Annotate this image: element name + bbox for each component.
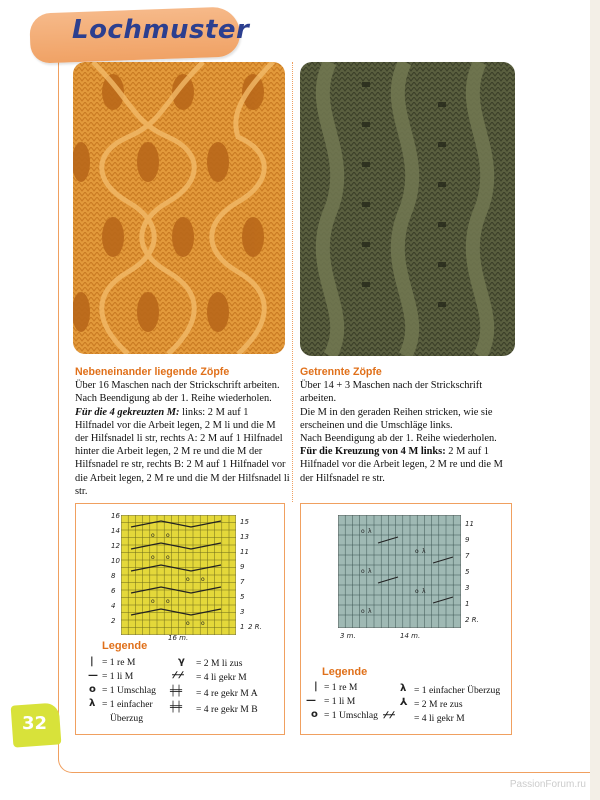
left-row-label: 2 xyxy=(111,617,116,625)
left-knitting-chart xyxy=(121,515,236,635)
left-instructions-paragraph xyxy=(75,406,290,498)
svg-text:o: o xyxy=(151,598,155,605)
left-bold-label: Für die 4 gekreuzten M: xyxy=(75,406,180,418)
legend-item: Überzug xyxy=(110,713,144,724)
left-heading: Nebeneinander liegende Zöpfe xyxy=(75,366,230,378)
left-row-label: 15 xyxy=(240,518,249,526)
svg-text:λ: λ xyxy=(368,568,372,575)
legend-item: = 1 re M xyxy=(324,682,358,693)
legend-item: = 4 re gekr M A xyxy=(196,688,258,699)
left-row-label: 8 xyxy=(111,572,116,580)
photo-orange-knit xyxy=(73,62,285,354)
svg-text:o: o xyxy=(151,532,155,539)
left-row-label: 13 xyxy=(240,533,249,541)
slip-decrease-icon: λ xyxy=(89,698,96,709)
legend-item: = 2 M li zus xyxy=(196,658,243,669)
right-instructions xyxy=(300,366,505,485)
right-row-label: 11 xyxy=(465,520,474,528)
left-legend-title: Legende xyxy=(102,640,148,652)
svg-text:o: o xyxy=(361,568,365,575)
page-edge xyxy=(590,0,600,800)
column-divider xyxy=(292,62,293,502)
left-row-label: 4 xyxy=(111,602,116,610)
left-line-1: Über 16 Maschen nach der Strickschrift arbeiten. xyxy=(75,380,280,392)
right-knitting-chart xyxy=(338,515,461,628)
legend-item: = 1 einfacher Überzug xyxy=(414,685,501,696)
right-heading: Getrennte Zöpfe xyxy=(300,366,382,378)
watermark: PassionForum.ru xyxy=(509,779,586,790)
svg-text:λ: λ xyxy=(422,588,426,595)
right-legend-title: Legende xyxy=(322,666,368,678)
left-row-label: 1 xyxy=(240,623,245,631)
page-number: 32 xyxy=(22,713,48,734)
yarn-over-icon: o xyxy=(89,684,96,695)
left-row-label: 11 xyxy=(240,548,249,556)
svg-text:o: o xyxy=(166,532,170,539)
left-row-label: 3 xyxy=(240,608,245,616)
svg-text:o: o xyxy=(201,620,205,627)
svg-text:o: o xyxy=(361,528,365,535)
legend-item: = 1 re M xyxy=(102,657,136,668)
left-row-label: 7 xyxy=(240,578,245,586)
svg-text:o: o xyxy=(186,620,190,627)
knit-two-together-icon: ⅄ xyxy=(400,697,408,708)
slip-decrease-icon: λ xyxy=(400,683,407,694)
right-row-label: 1 xyxy=(465,600,470,608)
legend-item: = 4 li gekr M xyxy=(414,713,465,724)
left-row-label: 16 xyxy=(111,512,120,520)
svg-text:o: o xyxy=(166,598,170,605)
right-width-label: 14 m. xyxy=(400,632,421,640)
yarn-over-icon: o xyxy=(311,709,318,720)
purl-stitch-icon: — xyxy=(306,695,316,706)
left-row-label: 10 xyxy=(111,557,120,565)
legend-item: = 1 li M xyxy=(102,671,134,682)
legend-item: = 1 li M xyxy=(324,696,356,707)
legend-item: = 2 M re zus xyxy=(414,699,463,710)
svg-text:λ: λ xyxy=(368,528,372,535)
left-row-label: 9 xyxy=(240,563,245,571)
svg-text:o: o xyxy=(415,548,419,555)
legend-item: = 4 li gekr M xyxy=(196,672,247,683)
photo-olive-knit xyxy=(300,62,515,356)
left-row-label: 5 xyxy=(240,593,245,601)
purl-cross-icon: ⌿⌿ xyxy=(172,670,184,681)
right-row-label: 7 xyxy=(465,552,470,560)
legend-item: = 4 re gekr M B xyxy=(196,704,258,715)
left-row-label: 12 xyxy=(111,542,120,550)
knit-stitch-icon: | xyxy=(90,656,94,667)
svg-text:λ: λ xyxy=(422,548,426,555)
cross-a-icon: ╪╪ xyxy=(170,686,183,697)
right-row-label: 2 R. xyxy=(465,616,479,624)
left-instructions xyxy=(75,366,290,498)
left-line-2: Nach Beendigung ab der 1. Reihe wiederholen. xyxy=(75,393,272,405)
left-row-label: 2 R. xyxy=(248,623,262,631)
right-line-1: Über 14 + 3 Maschen nach der Strickschrift arbeiten. xyxy=(300,380,483,405)
right-row-label: 5 xyxy=(465,568,470,576)
right-line-2: Die M in den geraden Reihen stricken, wie sie erscheinen und die Umschläge links. xyxy=(300,406,493,431)
purl-stitch-icon: — xyxy=(88,670,98,681)
purl-two-together-icon: γ xyxy=(178,656,185,667)
svg-text:o: o xyxy=(166,554,170,561)
svg-text:o: o xyxy=(201,576,205,583)
right-instructions-paragraph xyxy=(300,445,505,485)
page-title: Lochmuster xyxy=(72,15,250,45)
svg-text:o: o xyxy=(361,608,365,615)
left-row-label: 14 xyxy=(111,527,120,535)
legend-item: = 1 Umschlag xyxy=(324,710,378,721)
left-instructions-text: links: 2 M auf 1 Hilfnadel vor die Arbeit legen, 2 M li und die M der Hilfsnadel li str, rechts A: 2 M auf 1 Hilfnadel hinter die Arbeit legen, 2 M re und die M der Hilfsnadel re str, rechts B: 2 M auf 1 Hilfnadel vor die Arbeit legen, 2 M re und die M der Hilfsnadel li str. xyxy=(75,406,290,497)
right-bold-label: Für die Kreuzung von 4 M links: xyxy=(300,446,446,458)
legend-item: = 1 Umschlag xyxy=(102,685,156,696)
right-line-3: Nach Beendigung ab der 1. Reihe wiederholen. xyxy=(300,433,497,445)
knit-stitch-icon: | xyxy=(314,681,318,692)
right-row-label: 9 xyxy=(465,536,470,544)
svg-text:o: o xyxy=(186,576,190,583)
purl-cross-icon: ⌿⌿ xyxy=(383,710,395,721)
svg-text:λ: λ xyxy=(368,608,372,615)
right-row-label: 3 xyxy=(465,584,470,592)
svg-text:o: o xyxy=(415,588,419,595)
svg-text:o: o xyxy=(151,554,155,561)
right-width-label: 3 m. xyxy=(340,632,356,640)
cross-b-icon: ╪╪ xyxy=(170,702,183,713)
left-row-label: 6 xyxy=(111,587,116,595)
legend-item: = 1 einfacher xyxy=(102,699,153,710)
left-width-label: 16 m. xyxy=(168,634,189,642)
right-instructions-text: 2 M auf 1 Hilfnadel vor die Arbeit legen, 2 M re und die M der Hilfsnadel re str. xyxy=(300,446,503,484)
